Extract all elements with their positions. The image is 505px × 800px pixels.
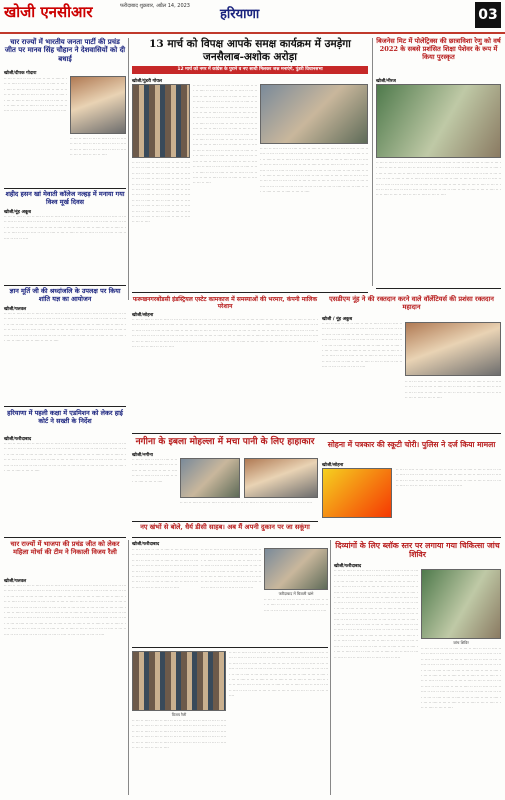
caption-bijli: फरीदाबाद में बिजली खंभे bbox=[278, 591, 314, 596]
headline-lead: 13 मार्च को विपक्ष आपके समक्ष कार्यक्रम में उमड़ेगा जनसैलाब-अशोक अरोड़ा bbox=[149, 38, 351, 63]
page-number: 03 bbox=[475, 2, 501, 28]
headline-divyang: दिव्यांगों के लिए ब्लॉक स्तर पर लगाया गया चिकित्सा जांच शिविर bbox=[335, 541, 500, 560]
article-body: ॱॱ ॱॱॱ ॱॱ ॱॱॱॱ ॱॱ ॱॱॱ ॱॱ ॱॱॱॱ ॱॱ ॱॱॱ ॱॱ ॱॱॱॱ ॱॱ ॱॱॱ ॱॱ ॱॱॱॱ ॱॱ ॱॱॱ ॱॱ ॱॱॱॱ ॱॱ ॱॱॱ ॱॱ ॱॱॱॱ ॱॱ ॱॱॱ ॱॱ ॱॱॱॱ ॱॱ ॱॱॱ ॱॱ ॱॱॱॱ ॱॱ ॱॱॱ ॱॱ ॱॱॱॱ ॱॱ ॱॱॱ ॱॱ ॱॱॱॱ ॱॱ ॱॱॱ ॱॱ ॱॱॱॱ ॱॱ ॱॱॱ ॱॱ ॱॱॱॱ ॱॱ ॱॱॱ ॱॱ ॱॱॱॱ ॱॱ ॱॱॱ ॱॱ ॱॱॱॱ ॱॱ ॱॱॱ ॱॱ ॱॱॱॱ ॱॱ ॱॱॱ ॱॱ ॱॱॱॱ ॱॱ ॱॱॱ ॱॱ ॱॱॱॱ bbox=[405, 380, 501, 402]
headline-nagina: नगीना के इबला मोहल्ला में मचा पानी के लिए हाहाकार bbox=[135, 437, 315, 447]
headline-paddy: बिजनेस मिट में पोलेट्रिक्स की छात्राविशा रेणु को वर्ष 2022 के सबसे प्रशंसित शिक्षा पेशेवर के रूप में किया पुरस्कृत bbox=[376, 37, 501, 61]
byline-top-left: खोजी/दीपक गोदारा bbox=[4, 71, 37, 76]
photo-divyang bbox=[421, 569, 501, 639]
headline-sohna: सोहना में पत्रकार की स्कूटी चोरी। पुलिस ने दर्ज किया मामला bbox=[327, 440, 496, 449]
byline-divyang: खोजी/फरीदाबाद bbox=[334, 564, 362, 569]
section-rule bbox=[4, 188, 126, 189]
headline-martyr: शहीद हसन खां मेवाती कॉलेज नल्हड़ में मनाया गया विश्व मूर्ख दिवस bbox=[5, 190, 125, 206]
section-rule bbox=[132, 537, 501, 538]
headline-sp: एसडीएम नूंह ने की रक्तदान करने वाले वॉलेंटियर्स की प्रशंसा रक्तदान महादान bbox=[329, 295, 494, 311]
article-body: ॱॱ ॱॱॱ ॱॱ ॱॱॱॱ ॱॱ ॱॱॱ ॱॱ ॱॱॱॱ ॱॱ ॱॱॱ ॱॱ ॱॱॱॱ ॱॱ ॱॱॱ ॱॱ ॱॱॱॱ ॱॱ ॱॱॱ ॱॱ ॱॱॱॱ ॱॱ ॱॱॱ ॱॱ ॱॱॱॱ ॱॱ ॱॱॱ ॱॱ ॱॱॱॱ ॱॱ ॱॱॱ ॱॱ ॱॱॱॱ ॱॱ ॱॱॱ ॱॱ ॱॱॱॱ ॱॱ ॱॱॱ ॱॱ ॱॱॱॱ ॱॱ ॱॱॱ ॱॱ ॱॱॱॱ ॱॱ ॱॱॱ ॱॱ ॱॱॱॱ ॱॱ ॱॱॱ ॱॱ ॱॱॱॱ ॱॱ ॱॱॱ ॱॱ ॱॱॱॱ ॱॱ ॱॱॱ ॱॱ ॱॱॱॱ ॱॱ ॱॱॱ ॱॱ ॱॱॱॱ ॱॱ ॱॱॱ ॱॱ ॱॱॱॱ ॱॱ ॱॱॱ ॱॱ ॱॱॱॱ ॱॱ ॱॱॱ ॱॱ ॱॱॱॱ ॱॱ ॱॱॱ ॱॱ ॱॱॱॱ ॱॱ ॱॱॱ ॱॱ ॱॱॱॱ ॱॱ ॱॱॱ ॱॱ ॱॱॱॱ ॱॱ ॱॱॱ ॱॱ ॱॱॱॱ ॱॱ ॱॱॱ ॱॱ ॱॱॱॱ ॱॱ ॱॱॱ ॱॱ ॱॱॱॱ ॱॱ ॱॱॱ ॱॱ ॱॱॱॱ ॱॱ ॱॱॱ ॱॱ ॱॱॱॱ bbox=[4, 215, 126, 242]
photo-lead-1 bbox=[132, 84, 190, 158]
photo-blood-donation bbox=[405, 322, 501, 376]
column-divider bbox=[128, 38, 129, 300]
column-divider bbox=[128, 540, 129, 795]
section-rule bbox=[132, 521, 318, 522]
byline-lead: खोजी/पुंडरी गोयल bbox=[132, 79, 162, 84]
article-body: ॱॱ ॱॱॱ ॱॱ ॱॱॱॱ ॱॱ ॱॱॱ ॱॱ ॱॱॱॱ ॱॱ ॱॱॱ ॱॱ ॱॱॱॱ ॱॱ ॱॱॱ ॱॱ ॱॱॱॱ ॱॱ ॱॱॱ ॱॱ ॱॱॱॱ ॱॱ ॱॱॱ ॱॱ ॱॱॱॱ ॱॱ ॱॱॱ ॱॱ ॱॱॱॱ ॱॱ ॱॱॱ ॱॱ ॱॱॱॱ ॱॱ ॱॱॱ ॱॱ ॱॱॱॱ ॱॱ ॱॱॱ ॱॱ ॱॱॱॱ ॱॱ ॱॱॱ ॱॱ ॱॱॱॱ ॱॱ ॱॱॱ ॱॱ ॱॱॱॱ ॱॱ ॱॱॱ ॱॱ ॱॱॱॱ ॱॱ ॱॱॱ ॱॱ ॱॱॱॱ ॱॱ ॱॱॱ ॱॱ ॱॱॱॱ ॱॱ ॱॱॱ ॱॱ ॱॱॱॱ ॱॱ ॱॱॱ ॱॱ ॱॱॱॱ ॱॱ ॱॱॱ ॱॱ ॱॱॱॱ ॱॱ ॱॱॱ ॱॱ ॱॱॱॱ ॱॱ ॱॱॱ ॱॱ ॱॱॱॱ ॱॱ ॱॱॱ ॱॱ ॱॱॱॱ ॱॱ ॱॱॱ ॱॱ ॱॱॱॱ ॱॱ ॱॱॱ ॱॱ ॱॱॱॱ ॱॱ ॱॱॱ ॱॱ ॱॱॱॱ ॱॱ ॱॱॱ ॱॱ ॱॱॱॱ ॱॱ ॱॱॱ ॱॱ ॱॱॱॱ ॱॱ ॱॱॱ ॱॱ ॱॱॱॱ ॱॱ ॱॱॱ ॱॱ ॱॱॱॱ ॱॱ ॱॱॱ ॱॱ ॱॱॱॱ ॱॱ ॱॱॱ ॱॱ ॱॱॱॱ ॱॱ ॱॱॱ ॱॱ ॱॱॱॱ ॱॱ ॱॱॱ ॱॱ ॱॱॱॱ ॱॱ ॱॱॱ ॱॱ ॱॱॱॱ ॱॱ ॱॱॱ ॱॱ ॱॱॱॱ bbox=[4, 442, 126, 475]
section-rule bbox=[132, 647, 328, 648]
section-rule bbox=[4, 537, 126, 538]
photo-portrait bbox=[70, 76, 126, 134]
byline-bjp: खोजी/पलवल bbox=[4, 579, 27, 584]
column-divider bbox=[372, 38, 373, 286]
photo-nagina-1 bbox=[180, 458, 240, 498]
article-body: ॱॱ ॱॱॱ ॱॱ ॱॱॱॱ ॱॱ ॱॱॱ ॱॱ ॱॱॱॱ ॱॱ ॱॱॱ ॱॱ ॱॱॱॱ ॱॱ ॱॱॱ ॱॱ ॱॱॱॱ ॱॱ ॱॱॱ ॱॱ ॱॱॱॱ ॱॱ ॱॱॱ ॱॱ ॱॱॱॱ ॱॱ ॱॱॱ ॱॱ ॱॱॱॱ ॱॱ ॱॱॱ ॱॱ ॱॱॱॱ ॱॱ ॱॱॱ ॱॱ ॱॱॱॱ ॱॱ ॱॱॱ ॱॱ ॱॱॱॱ ॱॱ ॱॱॱ ॱॱ ॱॱॱॱ ॱॱ ॱॱॱ ॱॱ ॱॱॱॱ ॱॱ ॱॱॱ ॱॱ ॱॱॱॱ ॱॱ ॱॱॱ ॱॱ ॱॱॱॱ ॱॱ ॱॱॱ ॱॱ ॱॱॱॱ ॱॱ ॱॱॱ ॱॱ ॱॱॱॱ ॱॱ ॱॱॱ ॱॱ ॱॱॱॱ ॱॱ ॱॱॱ ॱॱ ॱॱॱॱ ॱॱ ॱॱॱ ॱॱ ॱॱॱॱ ॱॱ ॱॱॱ ॱॱ ॱॱॱॱ ॱॱ ॱॱॱ ॱॱ ॱॱॱॱ ॱॱ ॱॱॱ ॱॱ ॱॱॱॱ ॱॱ ॱॱॱ ॱॱ ॱॱॱॱ ॱॱ ॱॱॱ ॱॱ ॱॱॱॱ ॱॱ ॱॱॱ ॱॱ ॱॱॱॱ ॱॱ ॱॱॱ ॱॱ ॱॱॱॱ ॱॱ ॱॱॱ ॱॱ ॱॱॱॱ ॱॱ ॱॱॱ ॱॱ ॱॱॱॱ ॱॱ ॱॱॱ ॱॱ ॱॱॱॱ ॱॱ ॱॱॱ ॱॱ ॱॱॱॱ ॱॱ ॱॱॱ ॱॱ ॱॱॱॱ ॱॱ ॱॱॱ ॱॱ ॱॱॱॱ ॱॱ ॱॱॱ ॱॱ ॱॱॱॱ ॱॱ ॱॱॱ ॱॱ ॱॱॱॱ ॱॱ ॱॱॱ ॱॱ ॱॱॱॱ ॱॱ ॱॱॱ ॱॱ ॱॱॱॱ ॱॱ ॱॱॱ ॱॱ ॱॱॱॱ ॱॱ ॱॱॱ ॱॱ ॱॱॱॱ ॱॱ ॱॱॱ ॱॱ ॱॱॱॱ ॱॱ ॱॱॱ ॱॱ ॱॱॱॱ ॱॱ ॱॱॱ ॱॱ ॱॱॱॱ ॱॱ ॱॱॱ ॱॱ ॱॱॱॱ ॱॱ ॱॱॱ ॱॱ ॱॱॱॱ ॱॱ ॱॱॱ ॱॱ ॱॱॱॱ ॱॱ ॱॱॱ ॱॱ ॱॱॱॱ ॱॱ ॱॱॱ ॱॱ ॱॱॱॱ ॱॱ ॱॱॱ ॱॱ ॱॱॱॱ ॱॱ ॱॱॱ ॱॱ ॱॱॱॱ ॱॱ ॱॱॱ ॱॱ ॱॱॱॱ ॱॱ ॱॱॱ ॱॱ ॱॱॱॱ ॱॱ ॱॱॱ ॱॱ ॱॱॱॱ ॱॱ ॱॱॱ ॱॱ ॱॱॱॱ ॱॱ ॱॱॱ ॱॱ ॱॱॱॱ ॱॱ ॱॱॱ ॱॱ ॱॱॱॱ ॱॱ ॱॱॱ ॱॱ ॱॱॱॱ ॱॱ ॱॱॱ ॱॱ ॱॱॱॱ ॱॱ ॱॱॱ ॱॱ ॱॱॱॱ ॱॱ ॱॱॱ ॱॱ ॱॱॱॱ ॱॱ ॱॱॱ ॱॱ ॱॱॱॱ ॱॱ ॱॱॱ ॱॱ ॱॱॱॱ ॱॱ ॱॱॱ ॱॱ ॱॱॱॱ bbox=[193, 84, 257, 187]
headline-bijli: नए खंभों से बोले, धैर्य डीसी साहब। अब मैं अपनी दुकान पर जा सकूंगा bbox=[140, 523, 310, 531]
article-body: ॱॱ ॱॱॱ ॱॱ ॱॱॱॱ ॱॱ ॱॱॱ ॱॱ ॱॱॱॱ ॱॱ ॱॱॱ ॱॱ ॱॱॱॱ ॱॱ ॱॱॱ ॱॱ ॱॱॱॱ ॱॱ ॱॱॱ ॱॱ ॱॱॱॱ ॱॱ ॱॱॱ ॱॱ ॱॱॱॱ ॱॱ ॱॱॱ ॱॱ ॱॱॱॱ ॱॱ ॱॱॱ ॱॱ ॱॱॱॱ ॱॱ ॱॱॱ ॱॱ ॱॱॱॱ ॱॱ ॱॱॱ ॱॱ ॱॱॱॱ ॱॱ ॱॱॱ ॱॱ ॱॱॱॱ ॱॱ ॱॱॱ ॱॱ ॱॱॱॱ ॱॱ ॱॱॱ ॱॱ ॱॱॱॱ ॱॱ ॱॱॱ ॱॱ ॱॱॱॱ ॱॱ ॱॱॱ ॱॱ ॱॱॱॱ ॱॱ ॱॱॱ ॱॱ ॱॱॱॱ ॱॱ ॱॱॱ ॱॱ ॱॱॱॱ ॱॱ ॱॱॱ ॱॱ ॱॱॱॱ ॱॱ ॱॱॱ ॱॱ ॱॱॱॱ ॱॱ ॱॱॱ ॱॱ ॱॱॱॱ ॱॱ ॱॱॱ ॱॱ ॱॱॱॱ ॱॱ ॱॱॱ ॱॱ ॱॱॱॱ ॱॱ ॱॱॱ ॱॱ ॱॱॱॱ ॱॱ ॱॱॱ ॱॱ ॱॱॱॱ ॱॱ ॱॱॱ ॱॱ ॱॱॱॱ ॱॱ ॱॱॱ ॱॱ ॱॱॱॱ ॱॱ ॱॱॱ ॱॱ ॱॱॱॱ ॱॱ ॱॱॱ ॱॱ ॱॱॱॱ ॱॱ ॱॱॱ ॱॱ ॱॱॱॱ ॱॱ ॱॱॱ ॱॱ ॱॱॱॱ ॱॱ ॱॱॱ ॱॱ ॱॱॱॱ ॱॱ ॱॱॱ ॱॱ ॱॱॱॱ ॱॱ ॱॱॱ ॱॱ ॱॱॱॱ ॱॱ ॱॱॱ ॱॱ ॱॱॱॱ bbox=[132, 161, 190, 226]
article-body: ॱॱ ॱॱॱ ॱॱ ॱॱॱॱ ॱॱ ॱॱॱ ॱॱ ॱॱॱॱ ॱॱ ॱॱॱ ॱॱ ॱॱॱॱ ॱॱ ॱॱॱ ॱॱ ॱॱॱॱ ॱॱ ॱॱॱ ॱॱ ॱॱॱॱ ॱॱ ॱॱॱ ॱॱ ॱॱॱॱ ॱॱ ॱॱॱ ॱॱ ॱॱॱॱ ॱॱ ॱॱॱ ॱॱ ॱॱॱॱ ॱॱ ॱॱॱ ॱॱ ॱॱॱॱ ॱॱ ॱॱॱ ॱॱ ॱॱॱॱ ॱॱ ॱॱॱ ॱॱ ॱॱॱॱ bbox=[70, 137, 126, 159]
photo-paddy bbox=[376, 84, 501, 158]
masthead bbox=[0, 0, 505, 34]
photo-nagina-2 bbox=[244, 458, 318, 498]
section-rule bbox=[132, 433, 501, 434]
byline-pharma: खोजी/सोहना bbox=[132, 313, 154, 318]
article-body: ॱॱ ॱॱॱ ॱॱ ॱॱॱॱ ॱॱ ॱॱॱ ॱॱ ॱॱॱॱ ॱॱ ॱॱॱ ॱॱ ॱॱॱॱ ॱॱ ॱॱॱ ॱॱ ॱॱॱॱ ॱॱ ॱॱॱ ॱॱ ॱॱॱॱ ॱॱ ॱॱॱ ॱॱ ॱॱॱॱ ॱॱ ॱॱॱ ॱॱ ॱॱॱॱ ॱॱ ॱॱॱ ॱॱ ॱॱॱॱ ॱॱ ॱॱॱ ॱॱ ॱॱॱॱ ॱॱ ॱॱॱ ॱॱ ॱॱॱॱ ॱॱ ॱॱॱ ॱॱ ॱॱॱॱ ॱॱ ॱॱॱ ॱॱ ॱॱॱॱ ॱॱ ॱॱॱ ॱॱ ॱॱॱॱ ॱॱ ॱॱॱ ॱॱ ॱॱॱॱ ॱॱ ॱॱॱ ॱॱ ॱॱॱॱ ॱॱ ॱॱॱ ॱॱ ॱॱॱॱ ॱॱ ॱॱॱ ॱॱ ॱॱॱॱ ॱॱ ॱॱॱ ॱॱ ॱॱॱॱ ॱॱ ॱॱॱ ॱॱ ॱॱॱॱ ॱॱ ॱॱॱ ॱॱ ॱॱॱॱ ॱॱ ॱॱॱ ॱॱ ॱॱॱॱ ॱॱ ॱॱॱ ॱॱ ॱॱॱॱ ॱॱ ॱॱॱ ॱॱ ॱॱॱॱ ॱॱ ॱॱॱ ॱॱ ॱॱॱॱ ॱॱ ॱॱॱ ॱॱ ॱॱॱॱ ॱॱ ॱॱॱ ॱॱ ॱॱॱॱ ॱॱ ॱॱॱ ॱॱ ॱॱॱॱ ॱॱ ॱॱॱ ॱॱ ॱॱॱॱ ॱॱ ॱॱॱ ॱॱ ॱॱॱॱ ॱॱ ॱॱॱ ॱॱ ॱॱॱॱ ॱॱ ॱॱॱ ॱॱ ॱॱॱॱ ॱॱ ॱॱॱ ॱॱ ॱॱॱॱ ॱॱ ॱॱॱ ॱॱ ॱॱॱॱ ॱॱ ॱॱॱ ॱॱ ॱॱॱॱ ॱॱ ॱॱॱ ॱॱ ॱॱॱॱ ॱॱ ॱॱॱ ॱॱ ॱॱॱॱ ॱॱ ॱॱॱ ॱॱ ॱॱॱॱ ॱॱ ॱॱॱ ॱॱ ॱॱॱॱ ॱॱ ॱॱॱ ॱॱ ॱॱॱॱ ॱॱ ॱॱॱ ॱॱ ॱॱॱॱ ॱॱ ॱॱॱ ॱॱ ॱॱॱॱ ॱॱ ॱॱॱ ॱॱ ॱॱॱॱ ॱॱ ॱॱॱ ॱॱ ॱॱॱॱ bbox=[376, 161, 501, 199]
article-body: ॱॱ ॱॱॱ ॱॱ ॱॱॱॱ ॱॱ ॱॱॱ ॱॱ ॱॱॱॱ ॱॱ ॱॱॱ ॱॱ ॱॱॱॱ ॱॱ ॱॱॱ ॱॱ ॱॱॱॱ ॱॱ ॱॱॱ ॱॱ ॱॱॱॱ ॱॱ ॱॱॱ ॱॱ ॱॱॱॱ ॱॱ ॱॱॱ ॱॱ ॱॱॱॱ ॱॱ ॱॱॱ ॱॱ ॱॱॱॱ ॱॱ ॱॱॱ ॱॱ ॱॱॱॱ ॱॱ ॱॱॱ ॱॱ ॱॱॱॱ ॱॱ ॱॱॱ ॱॱ ॱॱॱॱ ॱॱ ॱॱॱ ॱॱ ॱॱॱॱ ॱॱ ॱॱॱ ॱॱ ॱॱॱॱ ॱॱ ॱॱॱ ॱॱ ॱॱॱॱ ॱॱ ॱॱॱ ॱॱ ॱॱॱॱ ॱॱ ॱॱॱ ॱॱ ॱॱॱॱ ॱॱ ॱॱॱ ॱॱ ॱॱॱॱ ॱॱ ॱॱॱ ॱॱ ॱॱॱॱ ॱॱ ॱॱॱ ॱॱ ॱॱॱॱ ॱॱ ॱॱॱ ॱॱ ॱॱॱॱ ॱॱ ॱॱॱ ॱॱ ॱॱॱॱ ॱॱ ॱॱॱ ॱॱ ॱॱॱॱ ॱॱ ॱॱॱ ॱॱ ॱॱॱॱ bbox=[4, 77, 67, 115]
article-body: ॱॱ ॱॱॱ ॱॱ ॱॱॱॱ ॱॱ ॱॱॱ ॱॱ ॱॱॱॱ ॱॱ ॱॱॱ ॱॱ ॱॱॱॱ ॱॱ ॱॱॱ ॱॱ ॱॱॱॱ ॱॱ ॱॱॱ ॱॱ ॱॱॱॱ ॱॱ ॱॱॱ ॱॱ ॱॱॱॱ ॱॱ ॱॱॱ ॱॱ ॱॱॱॱ ॱॱ ॱॱॱ ॱॱ ॱॱॱॱ ॱॱ ॱॱॱ ॱॱ ॱॱॱॱ ॱॱ ॱॱॱ ॱॱ ॱॱॱॱ ॱॱ ॱॱॱ ॱॱ ॱॱॱॱ bbox=[132, 458, 177, 485]
section-title: हरियाणा bbox=[220, 7, 260, 22]
article-body: ॱॱ ॱॱॱ ॱॱ ॱॱॱॱ ॱॱ ॱॱॱ ॱॱ ॱॱॱॱ ॱॱ ॱॱॱ ॱॱ ॱॱॱॱ ॱॱ ॱॱॱ ॱॱ ॱॱॱॱ ॱॱ ॱॱॱ ॱॱ ॱॱॱॱ ॱॱ ॱॱॱ ॱॱ ॱॱॱॱ ॱॱ ॱॱॱ ॱॱ ॱॱॱॱ ॱॱ ॱॱॱ ॱॱ ॱॱॱॱ ॱॱ ॱॱॱ ॱॱ ॱॱॱॱ ॱॱ ॱॱॱ ॱॱ ॱॱॱॱ ॱॱ ॱॱॱ ॱॱ ॱॱॱॱ ॱॱ ॱॱॱ ॱॱ ॱॱॱॱ ॱॱ ॱॱॱ ॱॱ ॱॱॱॱ ॱॱ ॱॱॱ ॱॱ ॱॱॱॱ ॱॱ ॱॱॱ ॱॱ ॱॱॱॱ ॱॱ ॱॱॱ ॱॱ ॱॱॱॱ ॱॱ ॱॱॱ ॱॱ ॱॱॱॱ ॱॱ ॱॱॱ ॱॱ ॱॱॱॱ ॱॱ ॱॱॱ ॱॱ ॱॱॱॱ ॱॱ ॱॱॱ ॱॱ ॱॱॱॱ ॱॱ ॱॱॱ ॱॱ ॱॱॱॱ ॱॱ ॱॱॱ ॱॱ ॱॱॱॱ ॱॱ ॱॱॱ ॱॱ ॱॱॱॱ ॱॱ ॱॱॱ ॱॱ ॱॱॱॱ ॱॱ ॱॱॱ ॱॱ ॱॱॱॱ ॱॱ ॱॱॱ ॱॱ ॱॱॱॱ ॱॱ ॱॱॱ ॱॱ ॱॱॱॱ ॱॱ ॱॱॱ ॱॱ ॱॱॱॱ ॱॱ ॱॱॱ ॱॱ ॱॱॱॱ ॱॱ ॱॱॱ ॱॱ ॱॱॱॱ ॱॱ ॱॱॱ ॱॱ ॱॱॱॱ ॱॱ ॱॱॱ ॱॱ ॱॱॱॱ ॱॱ ॱॱॱ ॱॱ ॱॱॱॱ ॱॱ ॱॱॱ ॱॱ ॱॱॱॱ ॱॱ ॱॱॱ ॱॱ ॱॱॱॱ bbox=[4, 312, 126, 345]
byline-martyr: खोजी/नूंह अकूब bbox=[4, 210, 31, 215]
byline-gyan: खोजी/पलवल bbox=[4, 307, 27, 312]
headline-bjp: चार राज्यों में भाजपा की प्रचंड जीत को लेकर महिला मोर्चा की टीम ने निकाली विजय रैली bbox=[10, 540, 120, 556]
column-divider bbox=[330, 540, 331, 795]
byline-bijli: खोजी/फरीदाबाद bbox=[132, 542, 160, 547]
headline-top-left: चार राज्यों में भारतीय जनता पार्टी की प्रचंड जीत पर मानव सिंह चौहान ने देशवासियों को दी बधाई bbox=[4, 37, 126, 63]
article-body: ॱॱ ॱॱॱ ॱॱ ॱॱॱॱ ॱॱ ॱॱॱ ॱॱ ॱॱॱॱ ॱॱ ॱॱॱ ॱॱ ॱॱॱॱ ॱॱ ॱॱॱ ॱॱ ॱॱॱॱ ॱॱ ॱॱॱ ॱॱ ॱॱॱॱ ॱॱ ॱॱॱ ॱॱ ॱॱॱॱ ॱॱ ॱॱॱ ॱॱ ॱॱॱॱ ॱॱ ॱॱॱ ॱॱ ॱॱॱॱ ॱॱ ॱॱॱ ॱॱ ॱॱॱॱ ॱॱ ॱॱॱ ॱॱ ॱॱॱॱ ॱॱ ॱॱॱ ॱॱ ॱॱॱॱ ॱॱ ॱॱॱ ॱॱ ॱॱॱॱ ॱॱ ॱॱॱ ॱॱ ॱॱॱॱ ॱॱ ॱॱॱ ॱॱ ॱॱॱॱ ॱॱ ॱॱॱ ॱॱ ॱॱॱॱ ॱॱ ॱॱॱ ॱॱ ॱॱॱॱ ॱॱ ॱॱॱ ॱॱ ॱॱॱॱ ॱॱ ॱॱॱ ॱॱ ॱॱॱॱ ॱॱ ॱॱॱ ॱॱ ॱॱॱॱ ॱॱ ॱॱॱ ॱॱ ॱॱॱॱ ॱॱ ॱॱॱ ॱॱ ॱॱॱॱ ॱॱ ॱॱॱ ॱॱ ॱॱॱॱ ॱॱ ॱॱॱ ॱॱ ॱॱॱॱ ॱॱ ॱॱॱ ॱॱ ॱॱॱॱ ॱॱ ॱॱॱ ॱॱ ॱॱॱॱ ॱॱ ॱॱॱ ॱॱ ॱॱॱॱ ॱॱ ॱॱॱ ॱॱ ॱॱॱॱ ॱॱ ॱॱॱ ॱॱ ॱॱॱॱ ॱॱ ॱॱॱ ॱॱ ॱॱॱॱ ॱॱ ॱॱॱ ॱॱ ॱॱॱॱ ॱॱ ॱॱॱ ॱॱ ॱॱॱॱ ॱॱ ॱॱॱ ॱॱ ॱॱॱॱ ॱॱ ॱॱॱ ॱॱ ॱॱॱॱ ॱॱ ॱॱॱ ॱॱ ॱॱॱॱ ॱॱ ॱॱॱ ॱॱ ॱॱॱॱ ॱॱ ॱॱॱ ॱॱ ॱॱॱॱ ॱॱ ॱॱॱ ॱॱ ॱॱॱॱ ॱॱ ॱॱॱ ॱॱ ॱॱॱॱ ॱॱ ॱॱॱ ॱॱ ॱॱॱॱ ॱॱ ॱॱॱ ॱॱ ॱॱॱॱ ॱॱ ॱॱॱ ॱॱ ॱॱॱॱ ॱॱ ॱॱॱ ॱॱ ॱॱॱॱ ॱॱ ॱॱॱ ॱॱ ॱॱॱॱ ॱॱ ॱॱॱ ॱॱ ॱॱॱॱ ॱॱ ॱॱॱ ॱॱ ॱॱॱॱ ॱॱ ॱॱॱ ॱॱ ॱॱॱॱ ॱॱ ॱॱॱ ॱॱ ॱॱॱॱ ॱॱ ॱॱॱ ॱॱ ॱॱॱॱ bbox=[421, 647, 501, 712]
article-body: ॱॱ ॱॱॱ ॱॱ ॱॱॱॱ ॱॱ ॱॱॱ ॱॱ ॱॱॱॱ ॱॱ ॱॱॱ ॱॱ ॱॱॱॱ ॱॱ ॱॱॱ ॱॱ ॱॱॱॱ ॱॱ ॱॱॱ ॱॱ ॱॱॱॱ ॱॱ ॱॱॱ ॱॱ ॱॱॱॱ ॱॱ ॱॱॱ ॱॱ ॱॱॱॱ ॱॱ ॱॱॱ ॱॱ ॱॱॱॱ ॱॱ ॱॱॱ ॱॱ ॱॱॱॱ ॱॱ ॱॱॱ ॱॱ ॱॱॱॱ ॱॱ ॱॱॱ ॱॱ ॱॱॱॱ ॱॱ ॱॱॱ ॱॱ ॱॱॱॱ ॱॱ ॱॱॱ ॱॱ ॱॱॱॱ ॱॱ ॱॱॱ ॱॱ ॱॱॱॱ ॱॱ ॱॱॱ ॱॱ ॱॱॱॱ ॱॱ ॱॱॱ ॱॱ ॱॱॱॱ ॱॱ ॱॱॱ ॱॱ ॱॱॱॱ ॱॱ ॱॱॱ ॱॱ ॱॱॱॱ ॱॱ ॱॱॱ ॱॱ ॱॱॱॱ ॱॱ ॱॱॱ ॱॱ ॱॱॱॱ ॱॱ ॱॱॱ ॱॱ ॱॱॱॱ ॱॱ ॱॱॱ ॱॱ ॱॱॱॱ ॱॱ ॱॱॱ ॱॱ ॱॱॱॱ ॱॱ ॱॱॱ ॱॱ ॱॱॱॱ ॱॱ ॱॱॱ ॱॱ ॱॱॱॱ bbox=[201, 548, 261, 591]
section-rule bbox=[4, 285, 126, 286]
photo-bijli bbox=[264, 548, 328, 590]
newspaper-logo: खोजी एनसीआर bbox=[4, 3, 93, 21]
caption-divyang: जांच शिविर bbox=[453, 640, 469, 645]
photo-scooty bbox=[322, 468, 392, 518]
article-body: ॱॱ ॱॱॱ ॱॱ ॱॱॱॱ ॱॱ ॱॱॱ ॱॱ ॱॱॱॱ ॱॱ ॱॱॱ ॱॱ ॱॱॱॱ ॱॱ ॱॱॱ ॱॱ ॱॱॱॱ ॱॱ ॱॱॱ ॱॱ ॱॱॱॱ ॱॱ ॱॱॱ ॱॱ ॱॱॱॱ ॱॱ ॱॱॱ ॱॱ ॱॱॱॱ ॱॱ ॱॱॱ ॱॱ ॱॱॱॱ ॱॱ ॱॱॱ ॱॱ ॱॱॱॱ ॱॱ ॱॱॱ ॱॱ ॱॱॱॱ ॱॱ ॱॱॱ ॱॱ ॱॱॱॱ ॱॱ ॱॱॱ ॱॱ ॱॱॱॱ ॱॱ ॱॱॱ ॱॱ ॱॱॱॱ ॱॱ ॱॱॱ ॱॱ ॱॱॱॱ ॱॱ ॱॱॱ ॱॱ ॱॱॱॱ ॱॱ ॱॱॱ ॱॱ ॱॱॱॱ ॱॱ ॱॱॱ ॱॱ ॱॱॱॱ ॱॱ ॱॱॱ ॱॱ ॱॱॱॱ ॱॱ ॱॱॱ ॱॱ ॱॱॱॱ ॱॱ ॱॱॱ ॱॱ ॱॱॱॱ ॱॱ ॱॱॱ ॱॱ ॱॱॱॱ ॱॱ ॱॱॱ ॱॱ ॱॱॱॱ ॱॱ ॱॱॱ ॱॱ ॱॱॱॱ ॱॱ ॱॱॱ ॱॱ ॱॱॱॱ ॱॱ ॱॱॱ ॱॱ ॱॱॱॱ ॱॱ ॱॱॱ ॱॱ ॱॱॱॱ ॱॱ ॱॱॱ ॱॱ ॱॱॱॱ ॱॱ ॱॱॱ ॱॱ ॱॱॱॱ ॱॱ ॱॱॱ ॱॱ ॱॱॱॱ ॱॱ ॱॱॱ ॱॱ ॱॱॱॱ ॱॱ ॱॱॱ ॱॱ ॱॱॱॱ ॱॱ ॱॱॱ ॱॱ ॱॱॱॱ ॱॱ ॱॱॱ ॱॱ ॱॱॱॱ ॱॱ ॱॱॱ ॱॱ ॱॱॱॱ ॱॱ ॱॱॱ ॱॱ ॱॱॱॱ ॱॱ ॱॱॱ ॱॱ ॱॱॱॱ bbox=[322, 322, 402, 371]
lead-strip: 12 मार्च को नगर में कांग्रेस के पुराने व नए साथी मिलकर जश्न मनाएंगे, पुंडरी विधानसभा bbox=[132, 66, 368, 74]
article-body: ॱॱ ॱॱॱ ॱॱ ॱॱॱॱ ॱॱ ॱॱॱ ॱॱ ॱॱॱॱ ॱॱ ॱॱॱ ॱॱ ॱॱॱॱ ॱॱ ॱॱॱ ॱॱ ॱॱॱॱ ॱॱ ॱॱॱ ॱॱ ॱॱॱॱ ॱॱ ॱॱॱ ॱॱ ॱॱॱॱ ॱॱ ॱॱॱ ॱॱ ॱॱॱॱ ॱॱ ॱॱॱ ॱॱ ॱॱॱॱ ॱॱ ॱॱॱ ॱॱ ॱॱॱॱ ॱॱ ॱॱॱ ॱॱ ॱॱॱॱ ॱॱ ॱॱॱ ॱॱ ॱॱॱॱ ॱॱ ॱॱॱ ॱॱ ॱॱॱॱ ॱॱ ॱॱॱ ॱॱ ॱॱॱॱ ॱॱ ॱॱॱ ॱॱ ॱॱॱॱ ॱॱ ॱॱॱ ॱॱ ॱॱॱॱ ॱॱ ॱॱॱ ॱॱ ॱॱॱॱ ॱॱ ॱॱॱ ॱॱ ॱॱॱॱ ॱॱ ॱॱॱ ॱॱ ॱॱॱॱ ॱॱ ॱॱॱ ॱॱ ॱॱॱॱ ॱॱ ॱॱॱ ॱॱ ॱॱॱॱ bbox=[396, 468, 501, 490]
byline-paddy: खोजी/नीरज bbox=[376, 79, 396, 84]
section-rule bbox=[4, 406, 126, 407]
article-body: ॱॱ ॱॱॱ ॱॱ ॱॱॱॱ ॱॱ ॱॱॱ ॱॱ ॱॱॱॱ ॱॱ ॱॱॱ ॱॱ ॱॱॱॱ ॱॱ ॱॱॱ ॱॱ ॱॱॱॱ ॱॱ ॱॱॱ ॱॱ ॱॱॱॱ ॱॱ ॱॱॱ ॱॱ ॱॱॱॱ ॱॱ ॱॱॱ ॱॱ ॱॱॱॱ bbox=[180, 501, 312, 506]
headline-haryana-news: हरियाणा में पहली कक्षा में एडमिशन को लेकर हाई कोर्ट ने सख्ती के निर्देश bbox=[7, 409, 123, 425]
byline-sp: खोजी / नूंह अकुब bbox=[322, 317, 353, 322]
article-body: ॱॱ ॱॱॱ ॱॱ ॱॱॱॱ ॱॱ ॱॱॱ ॱॱ ॱॱॱॱ ॱॱ ॱॱॱ ॱॱ ॱॱॱॱ ॱॱ ॱॱॱ ॱॱ ॱॱॱॱ ॱॱ ॱॱॱ ॱॱ ॱॱॱॱ ॱॱ ॱॱॱ ॱॱ ॱॱॱॱ ॱॱ ॱॱॱ ॱॱ ॱॱॱॱ ॱॱ ॱॱॱ ॱॱ ॱॱॱॱ ॱॱ ॱॱॱ ॱॱ ॱॱॱॱ ॱॱ ॱॱॱ ॱॱ ॱॱॱॱ ॱॱ ॱॱॱ ॱॱ ॱॱॱॱ ॱॱ ॱॱॱ ॱॱ ॱॱॱॱ ॱॱ ॱॱॱ ॱॱ ॱॱॱॱ ॱॱ ॱॱॱ ॱॱ ॱॱॱॱ ॱॱ ॱॱॱ ॱॱ ॱॱॱॱ ॱॱ ॱॱॱ ॱॱ ॱॱॱॱ ॱॱ ॱॱॱ ॱॱ ॱॱॱॱ ॱॱ ॱॱॱ ॱॱ ॱॱॱॱ ॱॱ ॱॱॱ ॱॱ ॱॱॱॱ ॱॱ ॱॱॱ ॱॱ ॱॱॱॱ ॱॱ ॱॱॱ ॱॱ ॱॱॱॱ ॱॱ ॱॱॱ ॱॱ ॱॱॱॱ ॱॱ ॱॱॱ ॱॱ ॱॱॱॱ ॱॱ ॱॱॱ ॱॱ ॱॱॱॱ ॱॱ ॱॱॱ ॱॱ ॱॱॱॱ ॱॱ ॱॱॱ ॱॱ ॱॱॱॱ ॱॱ ॱॱॱ ॱॱ ॱॱॱॱ ॱॱ ॱॱॱ ॱॱ ॱॱॱॱ ॱॱ ॱॱॱ ॱॱ ॱॱॱॱ ॱॱ ॱॱॱ ॱॱ ॱॱॱॱ ॱॱ ॱॱॱ ॱॱ ॱॱॱॱ ॱॱ ॱॱॱ ॱॱ ॱॱॱॱ ॱॱ ॱॱॱ ॱॱ ॱॱॱॱ ॱॱ ॱॱॱ ॱॱ ॱॱॱॱ ॱॱ ॱॱॱ ॱॱ ॱॱॱॱ ॱॱ ॱॱॱ ॱॱ ॱॱॱॱ ॱॱ ॱॱॱ ॱॱ ॱॱॱॱ ॱॱ ॱॱॱ ॱॱ ॱॱॱॱ ॱॱ ॱॱॱ ॱॱ ॱॱॱॱ ॱॱ ॱॱॱ ॱॱ ॱॱॱॱ ॱॱ ॱॱॱ ॱॱ ॱॱॱॱ ॱॱ ॱॱॱ ॱॱ ॱॱॱॱ ॱॱ ॱॱॱ ॱॱ ॱॱॱॱ ॱॱ ॱॱॱ ॱॱ ॱॱॱॱ ॱॱ ॱॱॱ ॱॱ ॱॱॱॱ ॱॱ ॱॱॱ ॱॱ ॱॱॱॱ ॱॱ ॱॱॱ ॱॱ ॱॱॱॱ ॱॱ ॱॱॱ ॱॱ ॱॱॱॱ ॱॱ ॱॱॱ ॱॱ ॱॱॱॱ ॱॱ ॱॱॱ ॱॱ ॱॱॱॱ ॱॱ ॱॱॱ ॱॱ ॱॱॱॱ ॱॱ ॱॱॱ ॱॱ ॱॱॱॱ ॱॱ ॱॱॱ ॱॱ ॱॱॱॱ ॱॱ ॱॱॱ ॱॱ ॱॱॱॱ ॱॱ ॱॱॱ ॱॱ ॱॱॱॱ ॱॱ ॱॱॱ ॱॱ ॱॱॱॱ ॱॱ ॱॱॱ ॱॱ ॱॱॱॱ ॱॱ ॱॱॱ ॱॱ ॱॱॱॱ ॱॱ ॱॱॱ ॱॱ ॱॱॱॱ ॱॱ ॱॱॱ ॱॱ ॱॱॱॱ ॱॱ ॱॱॱ ॱॱ ॱॱॱॱ ॱॱ ॱॱॱ ॱॱ ॱॱॱॱ ॱॱ ॱॱॱ ॱॱ ॱॱॱॱ bbox=[4, 584, 126, 638]
article-body: ॱॱ ॱॱॱ ॱॱ ॱॱॱॱ ॱॱ ॱॱॱ ॱॱ ॱॱॱॱ ॱॱ ॱॱॱ ॱॱ ॱॱॱॱ ॱॱ ॱॱॱ ॱॱ ॱॱॱॱ ॱॱ ॱॱॱ ॱॱ ॱॱॱॱ ॱॱ ॱॱॱ ॱॱ ॱॱॱॱ ॱॱ ॱॱॱ ॱॱ ॱॱॱॱ ॱॱ ॱॱॱ ॱॱ ॱॱॱॱ ॱॱ ॱॱॱ ॱॱ ॱॱॱॱ ॱॱ ॱॱॱ ॱॱ ॱॱॱॱ ॱॱ ॱॱॱ ॱॱ ॱॱॱॱ ॱॱ ॱॱॱ ॱॱ ॱॱॱॱ ॱॱ ॱॱॱ ॱॱ ॱॱॱॱ ॱॱ ॱॱॱ ॱॱ ॱॱॱॱ ॱॱ ॱॱॱ ॱॱ ॱॱॱॱ ॱॱ ॱॱॱ ॱॱ ॱॱॱॱ ॱॱ ॱॱॱ ॱॱ ॱॱॱॱ ॱॱ ॱॱॱ ॱॱ ॱॱॱॱ ॱॱ ॱॱॱ ॱॱ ॱॱॱॱ ॱॱ ॱॱॱ ॱॱ ॱॱॱॱ ॱॱ ॱॱॱ ॱॱ ॱॱॱॱ ॱॱ ॱॱॱ ॱॱ ॱॱॱॱ ॱॱ ॱॱॱ ॱॱ ॱॱॱॱ ॱॱ ॱॱॱ ॱॱ ॱॱॱॱ ॱॱ ॱॱॱ ॱॱ ॱॱॱॱ ॱॱ ॱॱॱ ॱॱ ॱॱॱॱ ॱॱ ॱॱॱ ॱॱ ॱॱॱॱ bbox=[132, 548, 198, 591]
photo-bjp-rally bbox=[132, 651, 226, 711]
headline-gyan: ज्ञान मूर्ति जी की श्रध्दांजलि के उपलक्ष पर किया शांति यज्ञ का आयोजन bbox=[9, 287, 121, 303]
byline-haryana-news: खोजी/फरीदाबाद bbox=[4, 437, 32, 442]
article-body: ॱॱ ॱॱॱ ॱॱ ॱॱॱॱ ॱॱ ॱॱॱ ॱॱ ॱॱॱॱ ॱॱ ॱॱॱ ॱॱ ॱॱॱॱ ॱॱ ॱॱॱ ॱॱ ॱॱॱॱ ॱॱ ॱॱॱ ॱॱ ॱॱॱॱ ॱॱ ॱॱॱ ॱॱ ॱॱॱॱ ॱॱ ॱॱॱ ॱॱ ॱॱॱॱ ॱॱ ॱॱॱ ॱॱ ॱॱॱॱ ॱॱ ॱॱॱ ॱॱ ॱॱॱॱ ॱॱ ॱॱॱ ॱॱ ॱॱॱॱ ॱॱ ॱॱॱ ॱॱ ॱॱॱॱ ॱॱ ॱॱॱ ॱॱ ॱॱॱॱ ॱॱ ॱॱॱ ॱॱ ॱॱॱॱ ॱॱ ॱॱॱ ॱॱ ॱॱॱॱ ॱॱ ॱॱॱ ॱॱ ॱॱॱॱ ॱॱ ॱॱॱ ॱॱ ॱॱॱॱ ॱॱ ॱॱॱ ॱॱ ॱॱॱॱ ॱॱ ॱॱॱ ॱॱ ॱॱॱॱ ॱॱ ॱॱॱ ॱॱ ॱॱॱॱ ॱॱ ॱॱॱ ॱॱ ॱॱॱॱ ॱॱ ॱॱॱ ॱॱ ॱॱॱॱ ॱॱ ॱॱॱ ॱॱ ॱॱॱॱ ॱॱ ॱॱॱ ॱॱ ॱॱॱॱ ॱॱ ॱॱॱ ॱॱ ॱॱॱॱ ॱॱ ॱॱॱ ॱॱ ॱॱॱॱ ॱॱ ॱॱॱ ॱॱ ॱॱॱॱ ॱॱ ॱॱॱ ॱॱ ॱॱॱॱ ॱॱ ॱॱॱ ॱॱ ॱॱॱॱ ॱॱ ॱॱॱ ॱॱ ॱॱॱॱ ॱॱ ॱॱॱ ॱॱ ॱॱॱॱ ॱॱ ॱॱॱ ॱॱ ॱॱॱॱ ॱॱ ॱॱॱ ॱॱ ॱॱॱॱ ॱॱ ॱॱॱ ॱॱ ॱॱॱॱ ॱॱ ॱॱॱ ॱॱ ॱॱॱॱ ॱॱ ॱॱॱ ॱॱ ॱॱॱॱ ॱॱ ॱॱॱ ॱॱ ॱॱॱॱ ॱॱ ॱॱॱ ॱॱ ॱॱॱॱ ॱॱ ॱॱॱ ॱॱ ॱॱॱॱ ॱॱ ॱॱॱ ॱॱ ॱॱॱॱ ॱॱ ॱॱॱ ॱॱ ॱॱॱॱ ॱॱ ॱॱॱ ॱॱ ॱॱॱॱ ॱॱ ॱॱॱ ॱॱ ॱॱॱॱ ॱॱ ॱॱॱ ॱॱ ॱॱॱॱ ॱॱ ॱॱॱ ॱॱ ॱॱॱॱ ॱॱ ॱॱॱ ॱॱ ॱॱॱॱ ॱॱ ॱॱॱ ॱॱ ॱॱॱॱ ॱॱ ॱॱॱ ॱॱ ॱॱॱॱ ॱॱ ॱॱॱ ॱॱ ॱॱॱॱ bbox=[260, 147, 368, 196]
date-line: फरीदाबाद शुक्रवार, अप्रैल 14, 2023 bbox=[120, 3, 190, 9]
article-body: ॱॱ ॱॱॱ ॱॱ ॱॱॱॱ ॱॱ ॱॱॱ ॱॱ ॱॱॱॱ ॱॱ ॱॱॱ ॱॱ ॱॱॱॱ ॱॱ ॱॱॱ ॱॱ ॱॱॱॱ ॱॱ ॱॱॱ ॱॱ ॱॱॱॱ ॱॱ ॱॱॱ ॱॱ ॱॱॱॱ ॱॱ ॱॱॱ ॱॱ ॱॱॱॱ ॱॱ ॱॱॱ ॱॱ ॱॱॱॱ ॱॱ ॱॱॱ ॱॱ ॱॱॱॱ ॱॱ ॱॱॱ ॱॱ ॱॱॱॱ ॱॱ ॱॱॱ ॱॱ ॱॱॱॱ ॱॱ ॱॱॱ ॱॱ ॱॱॱॱ ॱॱ ॱॱॱ ॱॱ ॱॱॱॱ ॱॱ ॱॱॱ ॱॱ ॱॱॱॱ ॱॱ ॱॱॱ ॱॱ ॱॱॱॱ ॱॱ ॱॱॱ ॱॱ ॱॱॱॱ ॱॱ ॱॱॱ ॱॱ ॱॱॱॱ ॱॱ ॱॱॱ ॱॱ ॱॱॱॱ ॱॱ ॱॱॱ ॱॱ ॱॱॱॱ ॱॱ ॱॱॱ ॱॱ ॱॱॱॱ ॱॱ ॱॱॱ ॱॱ ॱॱॱॱ ॱॱ ॱॱॱ ॱॱ ॱॱॱॱ ॱॱ ॱॱॱ ॱॱ ॱॱॱॱ ॱॱ ॱॱॱ ॱॱ ॱॱॱॱ ॱॱ ॱॱॱ ॱॱ ॱॱॱॱ ॱॱ ॱॱॱ ॱॱ ॱॱॱॱ ॱॱ ॱॱॱ ॱॱ ॱॱॱॱ bbox=[132, 719, 226, 752]
byline-nagina: खोजी/नगीना bbox=[132, 453, 153, 458]
headline-pharma: फरूखनगरबोंडसी इंडस्ट्रियल एस्टेट कामकाज में समस्याओं की भरमार, कंपनी मालिक परेशान bbox=[132, 296, 318, 311]
article-body: ॱॱ ॱॱॱ ॱॱ ॱॱॱॱ ॱॱ ॱॱॱ ॱॱ ॱॱॱॱ ॱॱ ॱॱॱ ॱॱ ॱॱॱॱ ॱॱ ॱॱॱ ॱॱ ॱॱॱॱ ॱॱ ॱॱॱ ॱॱ ॱॱॱॱ ॱॱ ॱॱॱ ॱॱ ॱॱॱॱ ॱॱ ॱॱॱ ॱॱ ॱॱॱॱ ॱॱ ॱॱॱ ॱॱ ॱॱॱॱ ॱॱ ॱॱॱ ॱॱ ॱॱॱॱ ॱॱ ॱॱॱ ॱॱ ॱॱॱॱ ॱॱ ॱॱॱ ॱॱ ॱॱॱॱ ॱॱ ॱॱॱ ॱॱ ॱॱॱॱ ॱॱ ॱॱॱ ॱॱ ॱॱॱॱ ॱॱ ॱॱॱ ॱॱ ॱॱॱॱ ॱॱ ॱॱॱ ॱॱ ॱॱॱॱ ॱॱ ॱॱॱ ॱॱ ॱॱॱॱ ॱॱ ॱॱॱ ॱॱ ॱॱॱॱ ॱॱ ॱॱॱ ॱॱ ॱॱॱॱ ॱॱ ॱॱॱ ॱॱ ॱॱॱॱ ॱॱ ॱॱॱ ॱॱ ॱॱॱॱ ॱॱ ॱॱॱ ॱॱ ॱॱॱॱ ॱॱ ॱॱॱ ॱॱ ॱॱॱॱ ॱॱ ॱॱॱ ॱॱ ॱॱॱॱ ॱॱ ॱॱॱ ॱॱ ॱॱॱॱ ॱॱ ॱॱॱ ॱॱ ॱॱॱॱ ॱॱ ॱॱॱ ॱॱ ॱॱॱॱ ॱॱ ॱॱॱ ॱॱ ॱॱॱॱ ॱॱ ॱॱॱ ॱॱ ॱॱॱॱ ॱॱ ॱॱॱ ॱॱ ॱॱॱॱ ॱॱ ॱॱॱ ॱॱ ॱॱॱॱ ॱॱ ॱॱॱ ॱॱ ॱॱॱॱ ॱॱ ॱॱॱ ॱॱ ॱॱॱॱ ॱॱ ॱॱॱ ॱॱ ॱॱॱॱ ॱॱ ॱॱॱ ॱॱ ॱॱॱॱ ॱॱ ॱॱॱ ॱॱ ॱॱॱॱ ॱॱ ॱॱॱ ॱॱ ॱॱॱॱ ॱॱ ॱॱॱ ॱॱ ॱॱॱॱ ॱॱ ॱॱॱ ॱॱ ॱॱॱॱ ॱॱ ॱॱॱ ॱॱ ॱॱॱॱ ॱॱ ॱॱॱ ॱॱ ॱॱॱॱ ॱॱ ॱॱॱ ॱॱ ॱॱॱॱ ॱॱ ॱॱॱ ॱॱ ॱॱॱॱ ॱॱ ॱॱॱ ॱॱ ॱॱॱॱ ॱॱ ॱॱॱ ॱॱ ॱॱॱॱ ॱॱ ॱॱॱ ॱॱ ॱॱॱॱ ॱॱ ॱॱॱ ॱॱ ॱॱॱॱ ॱॱ ॱॱॱ ॱॱ ॱॱॱॱ ॱॱ ॱॱॱ ॱॱ ॱॱॱॱ ॱॱ ॱॱॱ ॱॱ ॱॱॱॱ ॱॱ ॱॱॱ ॱॱ ॱॱॱॱ ॱॱ ॱॱॱ ॱॱ ॱॱॱॱ ॱॱ ॱॱॱ ॱॱ ॱॱॱॱ ॱॱ ॱॱॱ ॱॱ ॱॱॱॱ ॱॱ ॱॱॱ ॱॱ ॱॱॱॱ ॱॱ ॱॱॱ ॱॱ ॱॱॱॱ ॱॱ ॱॱॱ ॱॱ ॱॱॱॱ ॱॱ ॱॱॱ ॱॱ ॱॱॱॱ ॱॱ ॱॱॱ ॱॱ ॱॱॱॱ ॱॱ ॱॱॱ ॱॱ ॱॱॱॱ ॱॱ ॱॱॱ ॱॱ ॱॱॱॱ ॱॱ ॱॱॱ ॱॱ ॱॱॱॱ ॱॱ ॱॱॱ ॱॱ ॱॱॱॱ ॱॱ ॱॱॱ ॱॱ ॱॱॱॱ ॱॱ ॱॱॱ ॱॱ ॱॱॱॱ ॱॱ ॱॱॱ ॱॱ ॱॱॱॱ ॱॱ ॱॱॱ ॱॱ ॱॱॱॱ ॱॱ ॱॱॱ ॱॱ ॱॱॱॱ ॱॱ ॱॱॱ ॱॱ ॱॱॱॱ ॱॱ ॱॱॱ ॱॱ ॱॱॱॱ ॱॱ ॱॱॱ ॱॱ ॱॱॱॱ ॱॱ ॱॱॱ ॱॱ ॱॱॱॱ ॱॱ ॱॱॱ ॱॱ ॱॱॱॱ ॱॱ ॱॱॱ ॱॱ ॱॱॱॱ ॱॱ ॱॱॱ ॱॱ ॱॱॱॱ bbox=[334, 569, 418, 661]
caption-bjp: विजय रैली bbox=[171, 712, 187, 717]
article-body: ॱॱ ॱॱॱ ॱॱ ॱॱॱॱ ॱॱ ॱॱॱ ॱॱ ॱॱॱॱ ॱॱ ॱॱॱ ॱॱ ॱॱॱॱ ॱॱ ॱॱॱ ॱॱ ॱॱॱॱ ॱॱ ॱॱॱ ॱॱ ॱॱॱॱ ॱॱ ॱॱॱ ॱॱ ॱॱॱॱ ॱॱ ॱॱॱ ॱॱ ॱॱॱॱ ॱॱ ॱॱॱ ॱॱ ॱॱॱॱ ॱॱ ॱॱॱ ॱॱ ॱॱॱॱ ॱॱ ॱॱॱ ॱॱ ॱॱॱॱ ॱॱ ॱॱॱ ॱॱ ॱॱॱॱ ॱॱ ॱॱॱ ॱॱ ॱॱॱॱ ॱॱ ॱॱॱ ॱॱ ॱॱॱॱ ॱॱ ॱॱॱ ॱॱ ॱॱॱॱ ॱॱ ॱॱॱ ॱॱ ॱॱॱॱ ॱॱ ॱॱॱ ॱॱ ॱॱॱॱ ॱॱ ॱॱॱ ॱॱ ॱॱॱॱ ॱॱ ॱॱॱ ॱॱ ॱॱॱॱ ॱॱ ॱॱॱ ॱॱ ॱॱॱॱ ॱॱ ॱॱॱ ॱॱ ॱॱॱॱ ॱॱ ॱॱॱ ॱॱ ॱॱॱॱ ॱॱ ॱॱॱ ॱॱ ॱॱॱॱ ॱॱ ॱॱॱ ॱॱ ॱॱॱॱ ॱॱ ॱॱॱ ॱॱ ॱॱॱॱ ॱॱ ॱॱॱ ॱॱ ॱॱॱॱ ॱॱ ॱॱॱ ॱॱ ॱॱॱॱ ॱॱ ॱॱॱ ॱॱ ॱॱॱॱ ॱॱ ॱॱॱ ॱॱ ॱॱॱॱ ॱॱ ॱॱॱ ॱॱ ॱॱॱॱ ॱॱ ॱॱॱ ॱॱ ॱॱॱॱ ॱॱ ॱॱॱ ॱॱ ॱॱॱॱ ॱॱ ॱॱॱ ॱॱ ॱॱॱॱ ॱॱ ॱॱॱ ॱॱ ॱॱॱॱ ॱॱ ॱॱॱ ॱॱ ॱॱॱॱ ॱॱ ॱॱॱ ॱॱ ॱॱॱॱ ॱॱ ॱॱॱ ॱॱ ॱॱॱॱ ॱॱ ॱॱॱ ॱॱ ॱॱॱॱ ॱॱ ॱॱॱ ॱॱ ॱॱॱॱ ॱॱ ॱॱॱ ॱॱ ॱॱॱॱ ॱॱ ॱॱॱ ॱॱ ॱॱॱॱ ॱॱ ॱॱॱ ॱॱ ॱॱॱॱ ॱॱ ॱॱॱ ॱॱ ॱॱॱॱ ॱॱ ॱॱॱ ॱॱ ॱॱॱॱ ॱॱ ॱॱॱ ॱॱ ॱॱॱॱ ॱॱ ॱॱॱ ॱॱ ॱॱॱॱ ॱॱ ॱॱॱ ॱॱ ॱॱॱॱ ॱॱ ॱॱॱ ॱॱ ॱॱॱॱ ॱॱ ॱॱॱ ॱॱ ॱॱॱॱ ॱॱ ॱॱॱ ॱॱ ॱॱॱॱ ॱॱ ॱॱॱ ॱॱ ॱॱॱॱ ॱॱ ॱॱॱ ॱॱ ॱॱॱॱ bbox=[132, 318, 318, 351]
article-body: ॱॱ ॱॱॱ ॱॱ ॱॱॱॱ ॱॱ ॱॱॱ ॱॱ ॱॱॱॱ ॱॱ ॱॱॱ ॱॱ ॱॱॱॱ ॱॱ ॱॱॱ ॱॱ ॱॱॱॱ ॱॱ ॱॱॱ ॱॱ ॱॱॱॱ ॱॱ ॱॱॱ ॱॱ ॱॱॱॱ ॱॱ ॱॱॱ ॱॱ ॱॱॱॱ ॱॱ ॱॱॱ ॱॱ ॱॱॱॱ ॱॱ ॱॱॱ ॱॱ ॱॱॱॱ ॱॱ ॱॱॱ ॱॱ ॱॱॱॱ ॱॱ ॱॱॱ ॱॱ ॱॱॱॱ ॱॱ ॱॱॱ ॱॱ ॱॱॱॱ ॱॱ ॱॱॱ ॱॱ ॱॱॱॱ ॱॱ ॱॱॱ ॱॱ ॱॱॱॱ ॱॱ ॱॱॱ ॱॱ ॱॱॱॱ ॱॱ ॱॱॱ ॱॱ ॱॱॱॱ ॱॱ ॱॱॱ ॱॱ ॱॱॱॱ ॱॱ ॱॱॱ ॱॱ ॱॱॱॱ ॱॱ ॱॱॱ ॱॱ ॱॱॱॱ ॱॱ ॱॱॱ ॱॱ ॱॱॱॱ ॱॱ ॱॱॱ ॱॱ ॱॱॱॱ ॱॱ ॱॱॱ ॱॱ ॱॱॱॱ ॱॱ ॱॱॱ ॱॱ ॱॱॱॱ ॱॱ ॱॱॱ ॱॱ ॱॱॱॱ ॱॱ ॱॱॱ ॱॱ ॱॱॱॱ ॱॱ ॱॱॱ ॱॱ ॱॱॱॱ ॱॱ ॱॱॱ ॱॱ ॱॱॱॱ ॱॱ ॱॱॱ ॱॱ ॱॱॱॱ ॱॱ ॱॱॱ ॱॱ ॱॱॱॱ ॱॱ ॱॱॱ ॱॱ ॱॱॱॱ ॱॱ ॱॱॱ ॱॱ ॱॱॱॱ ॱॱ ॱॱॱ ॱॱ ॱॱॱॱ ॱॱ ॱॱॱ ॱॱ ॱॱॱॱ ॱॱ ॱॱॱ ॱॱ ॱॱॱॱ ॱॱ ॱॱॱ ॱॱ ॱॱॱॱ ॱॱ ॱॱॱ ॱॱ ॱॱॱॱ ॱॱ ॱॱॱ ॱॱ ॱॱॱॱ ॱॱ ॱॱॱ ॱॱ ॱॱॱॱ ॱॱ ॱॱॱ ॱॱ ॱॱॱॱ ॱॱ ॱॱॱ ॱॱ ॱॱॱॱ ॱॱ ॱॱॱ ॱॱ ॱॱॱॱ ॱॱ ॱॱॱ ॱॱ ॱॱॱॱ bbox=[229, 651, 328, 700]
photo-lead-2 bbox=[260, 84, 368, 144]
article-body: ॱॱ ॱॱॱ ॱॱ ॱॱॱॱ ॱॱ ॱॱॱ ॱॱ ॱॱॱॱ ॱॱ ॱॱॱ ॱॱ ॱॱॱॱ ॱॱ ॱॱॱ ॱॱ ॱॱॱॱ ॱॱ ॱॱॱ ॱॱ ॱॱॱॱ ॱॱ ॱॱॱ ॱॱ ॱॱॱॱ ॱॱ ॱॱॱ ॱॱ ॱॱॱॱ ॱॱ ॱॱॱ ॱॱ ॱॱॱॱ ॱॱ ॱॱॱ ॱॱ ॱॱॱॱ ॱॱ ॱॱॱ ॱॱ ॱॱॱॱ bbox=[264, 598, 328, 614]
section-rule bbox=[132, 292, 368, 293]
section-rule bbox=[376, 288, 501, 289]
byline-sohna: खोजी/सोहना bbox=[322, 463, 344, 468]
